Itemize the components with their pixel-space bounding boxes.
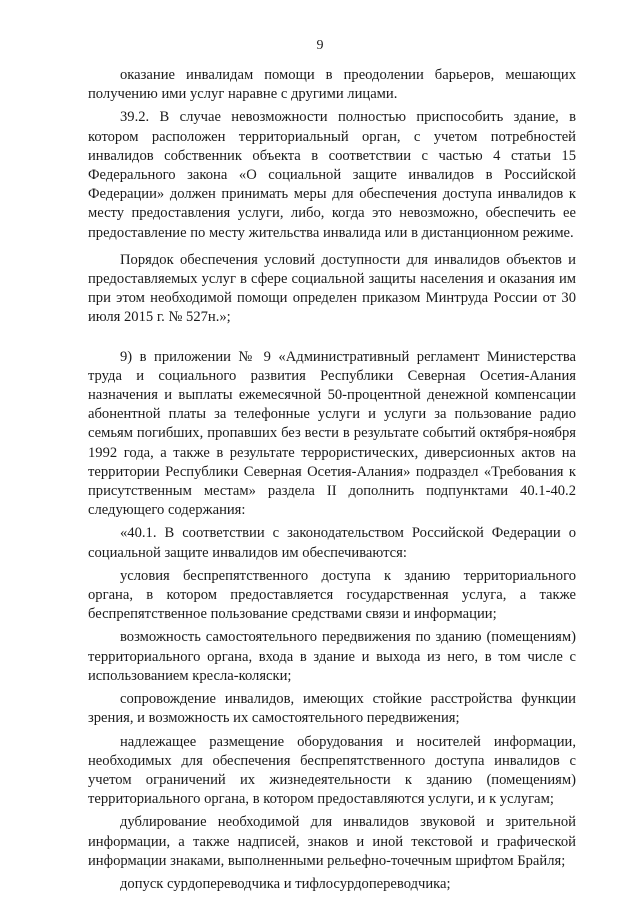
paragraph: оказание инвалидам помощи в преодолении барьеров, мешающих получению ими услуг наравне с другими лицами. [88, 67, 576, 103]
list-item: допуск сурдопереводчика и тифлосурдопереводчика; [120, 875, 451, 892]
paragraph: Порядок обеспечения условий доступности для инвалидов объектов и предоставляемых услуг в сфере социальной защиты населения и оказания им при этом необходимой помощи определен приказом Минтруда России от 30 июля 2015 г. № 527н.»; [88, 251, 576, 326]
page-number: 9 [316, 38, 324, 53]
list-item: дублирование необходимой для инвалидов звуковой и зрительной информации, а также надписей, знаков и иной текстовой и графической информации знаками, выполненными рельефно-точечным шрифтом Брайля; [88, 814, 576, 869]
paragraph: «40.1. В соответствии с законодательством Российской Федерации о социальной защите инвалидов им обеспечиваются: [88, 525, 576, 561]
list-item: надлежащее размещение оборудования и носителей информации, необходимых для обеспечения беспрепятственного доступа инвалидов с учетом ограничений их жизнедеятельности к зданию (помещениям) территориального органа, в котором предоставляются услуги, и к услугам; [88, 733, 576, 808]
list-item: сопровождение инвалидов, имеющих стойкие расстройства функции зрения, и возможность их самостоятельного передвижения; [88, 691, 576, 727]
paragraph: 9) в приложении № 9 «Административный регламент Министерства труда и социального развития Республики Северная Осетия-Алания назначения и выплаты ежемесячной 50-процентной денежной компенсации абонентной платы за телефонные услуги и услуги за пользование радио семьям погибших, пропавших без вести в результате событий октября-ноября 1992 года, а также в результате террористических, диверсионных актов на территории Республики Северная Осетия-Алания» подраздел «Требования к присутственным местам» раздела II дополнить подпунктами 40.1-40.2 следующего содержания: [88, 348, 576, 519]
document-body [88, 66, 576, 894]
paragraph: 39.2. В случае невозможности полностью приспособить здание, в котором расположен территориальный орган, с учетом потребностей инвалидов собственник объекта в соответствии с частью 4 статьи 15 Федерального закона «О социальной защите инвалидов в Российской Федерации» должен принимать меры для обеспечения доступа инвалидов к месту предоставления услуги, либо, когда это невозможно, обеспечить ее предоставление по месту жительства инвалида или в дистанционном режиме. [88, 109, 576, 241]
list-item: условия беспрепятственного доступа к зданию территориального органа, в котором предоставляется государственная услуга, а также беспрепятственное пользование средствами связи и информации; [88, 567, 576, 623]
list-item: возможность самостоятельного передвижения по зданию (помещениям) территориального органа, входа в здание и выхода из него, в том числе с использованием кресла-коляски; [88, 629, 576, 684]
